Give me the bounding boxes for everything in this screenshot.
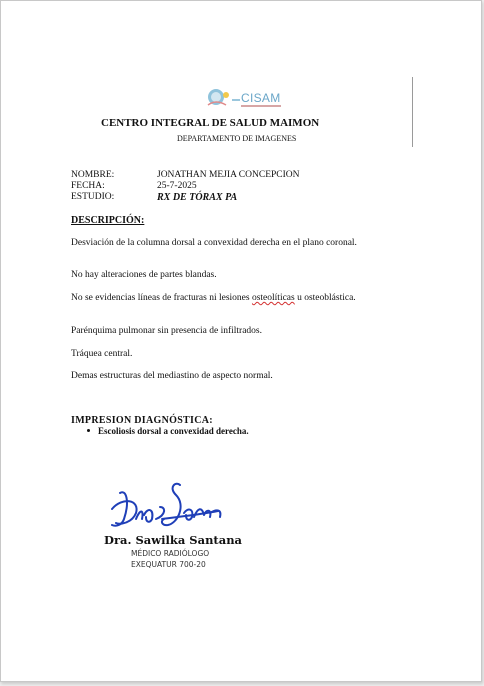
impression-heading: IMPRESION DIAGNÓSTICA: xyxy=(71,415,213,426)
name-value: JONATHAN MEJIA CONCEPCION xyxy=(157,170,300,180)
impression-item-text: Escoliosis dorsal a convexidad derecha. xyxy=(98,426,249,436)
impression-item xyxy=(87,426,249,436)
finding-bones xyxy=(71,293,371,304)
finding-bones-text-end: u osteoblástica. xyxy=(294,293,356,303)
name-label: NOMBRE: xyxy=(71,170,115,180)
doctor-title: MÉDICO RADIÓLOGO xyxy=(131,549,210,558)
finding-bones-text: No se evidencias líneas de fracturas ni lesiones xyxy=(71,293,252,303)
finding-lungs: Parénquima pulmonar sin presencia de infiltrados. xyxy=(71,326,263,336)
date-label: FECHA: xyxy=(71,181,105,191)
bullet-icon xyxy=(87,429,90,432)
date-value: 25-7-2025 xyxy=(157,181,197,191)
finding-mediastinum: Demas estructuras del mediastino de aspecto normal. xyxy=(71,371,273,381)
finding-soft-tissue: No hay alteraciones de partes blandas. xyxy=(71,270,217,280)
handwritten-signature xyxy=(106,479,226,535)
spellcheck-flagged-word: osteolíticas xyxy=(251,293,295,303)
finding-spine: Desviación de la columna dorsal a convexidad derecha en el plano coronal. xyxy=(71,238,357,248)
study-label: ESTUDIO: xyxy=(71,192,115,202)
organization-name: CENTRO INTEGRAL DE SALUD MAIMON xyxy=(101,117,320,129)
doctor-name: Dra. Sawilka Santana xyxy=(104,533,242,547)
description-heading: DESCRIPCIÓN: xyxy=(71,215,145,226)
margin-divider xyxy=(412,77,413,147)
doctor-exequatur: EXEQUATUR 700-20 xyxy=(131,560,206,569)
department-name: DEPARTAMENTO DE IMAGENES xyxy=(177,134,297,143)
logo-text: CISAM xyxy=(241,91,281,105)
study-value: RX DE TÓRAX PA xyxy=(157,192,238,203)
finding-trachea: Tráquea central. xyxy=(71,349,133,359)
logo-underline xyxy=(241,105,281,107)
